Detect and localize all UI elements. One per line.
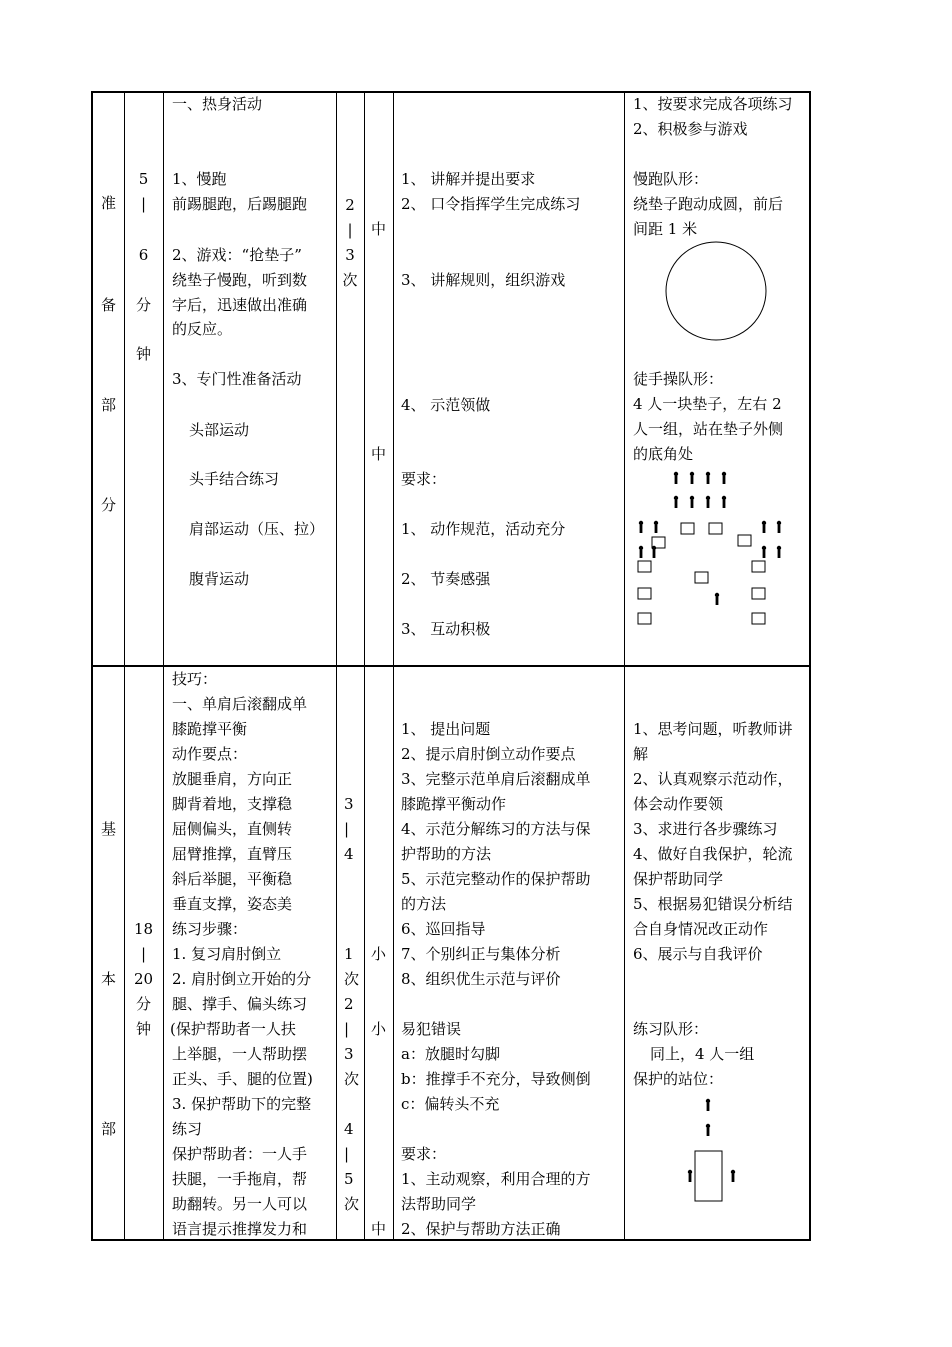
content-line: (保护帮助者一人扶 (170, 1020, 296, 1038)
exercise-item: 腹背运动 (189, 570, 250, 588)
jog-formation: 绕垫子跑动成圆，前后 (633, 195, 784, 213)
count-char: 5 (344, 1170, 354, 1188)
section-char: 备 (100, 296, 116, 314)
student-line: 2、认真观察示范动作， (633, 770, 793, 788)
count-char: 4 (344, 1120, 354, 1138)
teacher-line: 1、 提出问题 (401, 720, 491, 738)
game-detail: 字后，迅速做出准确 (172, 296, 308, 314)
free-formation: 人一组，站在垫子外侧 (633, 420, 784, 438)
count-char: | (344, 1020, 350, 1038)
teacher-line: 3、 讲解规则，组织游戏 (401, 271, 566, 289)
content-line: 屈侧偏头，直侧转 (172, 820, 293, 838)
exercise-item: 头手结合练习 (189, 470, 280, 488)
content-line: 保护帮助者：一人手 (172, 1145, 308, 1163)
content-line: 助翻转。另一人可以 (172, 1195, 308, 1213)
content-line: 一、单肩后滚翻成单 (172, 695, 308, 713)
special-prep: 3、专门性准备活动 (172, 370, 302, 388)
teacher-line: 5、示范完整动作的保护帮助 (401, 870, 591, 888)
game-detail: 绕垫子慢跑，听到数 (172, 271, 308, 289)
exercise-formation-diagram (634, 468, 784, 628)
exercise-item: 头部运动 (189, 421, 250, 439)
content-line: 斜后举腿，平衡稳 (172, 870, 293, 888)
count-char: 次 (342, 271, 358, 289)
count-char: 次 (344, 1195, 360, 1213)
teacher-line: 4、示范分解练习的方法与保 (401, 820, 591, 838)
protect-position-diagram (685, 1096, 740, 1206)
student-line: 3、求进行各步骤练习 (633, 820, 778, 838)
requirement: 法帮助同学 (401, 1195, 477, 1213)
count-char: 4 (344, 845, 354, 863)
teacher-line: 膝跪撑平衡动作 (401, 795, 507, 813)
requirement: 1、主动观察，利用合理的方 (401, 1170, 591, 1188)
time-char: 分 (135, 296, 151, 314)
warmup-title: 一、热身活动 (172, 95, 263, 113)
student-line: 合自身情况改正动作 (633, 920, 769, 938)
content-line: 腿、撑手、偏头练习 (172, 995, 308, 1013)
intensity: 中 (370, 445, 386, 463)
section-char: 部 (100, 1120, 116, 1138)
requirement: 3、 互动积极 (401, 620, 491, 638)
count-char: | (347, 221, 353, 239)
teacher-line: 7、个别纠正与集体分析 (401, 945, 561, 963)
count-char: 3 (344, 795, 354, 813)
time-char: 分 (135, 995, 151, 1013)
time-char: 钟 (135, 1020, 151, 1038)
teacher-line: 8、组织优生示范与评价 (401, 970, 561, 988)
time-char: 5 (138, 170, 149, 188)
practice-formation: 同上，4 人一组 (650, 1045, 755, 1063)
count-char: | (344, 1145, 350, 1163)
free-formation: 的底角处 (633, 445, 694, 463)
count-char: 次 (344, 970, 360, 988)
count-char: 3 (345, 246, 355, 264)
requirement-label: 要求： (401, 1145, 447, 1163)
time-char: | (140, 195, 147, 213)
intensity: 小 (370, 1020, 386, 1038)
student-line: 2、积极参与游戏 (633, 120, 748, 138)
time-char: 6 (138, 246, 149, 264)
requirement-label: 要求： (401, 470, 447, 488)
count-char: 1 (344, 945, 354, 963)
teacher-line: 6、巡回指导 (401, 920, 486, 938)
teacher-line: 护帮助的方法 (401, 845, 492, 863)
time-char: 钟 (135, 345, 151, 363)
time-char: 18 (133, 920, 154, 938)
teacher-line: 2、提示肩肘倒立动作要点 (401, 745, 576, 763)
jog-circle-diagram (664, 240, 769, 342)
practice-formation-label: 练习队形： (633, 1020, 709, 1038)
student-line: 保护帮助同学 (633, 870, 724, 888)
student-line: 1、思考问题，听教师讲 (633, 720, 793, 738)
count-char: 次 (344, 1070, 360, 1088)
exercise-item: 肩部运动（压、拉） (189, 520, 325, 538)
time-char: 20 (133, 970, 154, 988)
content-line: 膝跪撑平衡 (172, 720, 248, 738)
jog-formation: 间距 1 米 (633, 220, 698, 238)
count-char: 3 (344, 1045, 354, 1063)
free-formation: 4 人一块垫子，左右 2 (633, 395, 782, 413)
jog-formation-label: 慢跑队形： (633, 170, 709, 188)
error-item: c：偏转头不充 (401, 1095, 500, 1113)
student-line: 1、按要求完成各项练习 (633, 95, 793, 113)
content-line: 放腿垂肩，方向正 (172, 770, 293, 788)
content-line: 上举腿，一人帮助摆 (172, 1045, 308, 1063)
jog-detail: 前踢腿跑，后踢腿跑 (172, 195, 308, 213)
content-line: 3. 保护帮助下的完整 (172, 1095, 312, 1113)
game-item: 2、游戏：“抢垫子” (172, 246, 302, 264)
time-char: | (140, 945, 147, 963)
section-char: 分 (100, 496, 116, 514)
content-line: 语言提示推撑发力和 (172, 1220, 308, 1238)
content-line: 技巧： (172, 670, 218, 688)
game-detail: 的反应。 (172, 320, 233, 338)
protect-position-label: 保护的站位： (633, 1070, 724, 1088)
content-line: 垂直支撑，姿态美 (172, 895, 293, 913)
teacher-line: 3、完整示范单肩后滚翻成单 (401, 770, 591, 788)
content-line: 正头、手、腿的位置) (172, 1070, 313, 1088)
requirement: 2、 节奏感强 (401, 570, 491, 588)
content-line: 2. 肩肘倒立开始的分 (172, 970, 312, 988)
requirement: 1、 动作规范，活动充分 (401, 520, 566, 538)
free-formation-label: 徒手操队形： (633, 370, 724, 388)
section-char: 部 (100, 396, 116, 414)
intensity: 中 (370, 1220, 386, 1238)
error-item: b：推撑手不充分，导致侧倒 (401, 1070, 591, 1088)
count-char: | (344, 820, 350, 838)
student-line: 4、做好自我保护，轮流 (633, 845, 793, 863)
errors-label: 易犯错误 (401, 1020, 462, 1038)
content-line: 动作要点： (172, 745, 248, 763)
intensity: 中 (370, 220, 386, 238)
student-line: 6、展示与自我评价 (633, 945, 763, 963)
count-char: 2 (345, 196, 355, 214)
teacher-line: 4、 示范领做 (401, 396, 491, 414)
content-line: 1. 复习肩肘倒立 (172, 945, 282, 963)
content-line: 脚背着地，支撑稳 (172, 795, 293, 813)
student-line: 体会动作要领 (633, 795, 724, 813)
student-line: 解 (633, 745, 649, 763)
section-char: 本 (100, 970, 116, 988)
content-line: 练习 (172, 1120, 203, 1138)
intensity: 小 (370, 945, 386, 963)
jog-item: 1、慢跑 (172, 170, 227, 188)
content-line: 屈臂推撑，直臂压 (172, 845, 293, 863)
error-item: a：放腿时勾脚 (401, 1045, 500, 1063)
teacher-line: 2、 口令指挥学生完成练习 (401, 195, 581, 213)
content-line: 扶腿，一手拖肩，帮 (172, 1170, 308, 1188)
count-char: 2 (344, 995, 354, 1013)
teacher-line: 的方法 (401, 895, 447, 913)
section-char: 准 (100, 194, 116, 212)
section-char: 基 (100, 820, 116, 838)
requirement: 2、保护与帮助方法正确 (401, 1220, 561, 1238)
student-line: 5、根据易犯错误分析结 (633, 895, 793, 913)
content-line: 练习步骤： (172, 920, 248, 938)
teacher-line: 1、 讲解并提出要求 (401, 170, 536, 188)
